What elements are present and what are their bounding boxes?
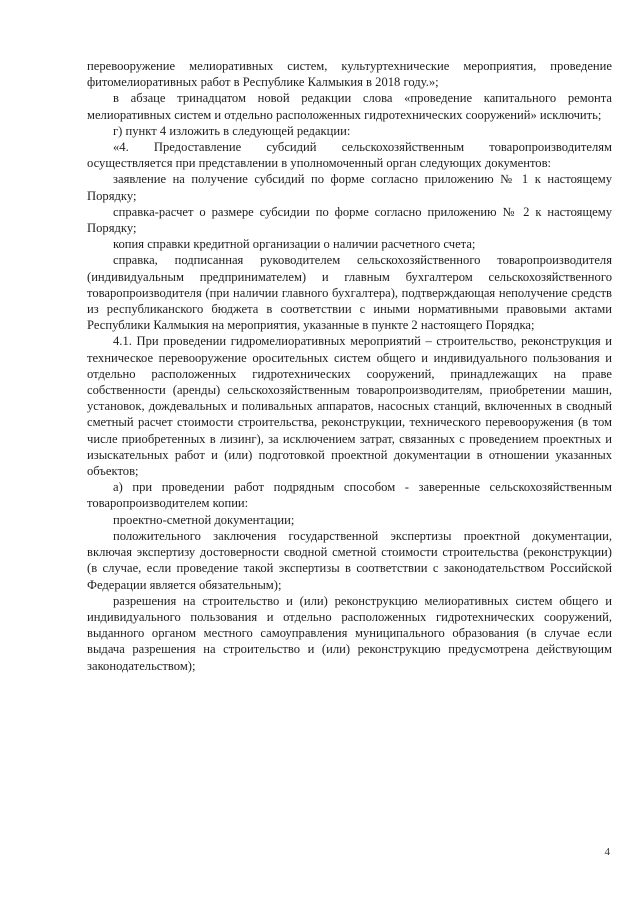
paragraph-2: в абзаце тринадцатом новой редакции слова «проведение капитального ремонта мелиоративных систем и отдельно расположенных гидротехнических сооружений» исключить;	[87, 91, 612, 122]
paragraph-11: проектно-сметной документации;	[113, 512, 295, 527]
paragraph-7: копия справки кредитной организации о наличии расчетного счета;	[113, 237, 476, 252]
paragraph-4: «4. Предоставление субсидий сельскохозяйственным товаропроизводителям осуществляется при представлении в уполномоченный орган следующих документов:	[87, 140, 612, 171]
page-number: 4	[604, 846, 610, 858]
paragraph-10: а) при проведении работ подрядным способом - заверенные сельскохозяйственным товаропроизводителем копии:	[87, 480, 612, 511]
paragraph-9: 4.1. При проведении гидромелиоративных мероприятий – строительство, реконструкция и техническое перевооружение оросительных систем общего и индивидуального пользования и отдельно расположенных гидротехнических сооружений, принадлежащих на праве собственности (аренды) сельскохозяйственным товаропроизводителям, приобретении машин, установок, дождевальных и поливальных аппаратов, насосных станций, включенных в сводный сметный расчет стоимости строительства, реконструкции, технического перевооружения (в том числе приобретенных в лизинг), за исключением затрат, связанных с проведением проектных и изыскательных работ и (или) подготовкой проектной документации в отношении указанных объектов;	[87, 334, 612, 479]
paragraph-8: справка, подписанная руководителем сельскохозяйственного товаропроизводителя (индивидуальным предпринимателем) и главным бухгалтером сельскохозяйственного товаропроизводителя (при наличии главного бухгалтера), подтверждающая неполучение средств из республиканского бюджета в соответствии с иными нормативными правовыми актами Республики Калмыкия на мероприятия, указанные в пункте 2 настоящего Порядка;	[87, 253, 612, 333]
paragraph-3: г) пункт 4 изложить в следующей редакции:	[113, 123, 351, 138]
paragraph-13: разрешения на строительство и (или) реконструкцию мелиоративных систем общего и индивидуального пользования и отдельно расположенных гидротехнических сооружений, выданного органом местного самоуправления муниципального образования (в случае если выдача разрешения на строительство и (или) реконструкцию предусмотрена действующим законодательством);	[87, 593, 612, 673]
paragraph-5: заявление на получение субсидий по форме согласно приложению № 1 к настоящему Порядку;	[87, 172, 612, 203]
paragraph-6: справка-расчет о размере субсидии по форме согласно приложению № 2 к настоящему Порядку;	[87, 204, 612, 236]
paragraph-12: положительного заключения государственной экспертизы проектной документации, включая экспертизу достоверности сводной сметной стоимости строительства (реконструкции) (в случае, если проведение такой экспертизы в соответствии с законодательством Российской Федерации является обязательным);	[87, 528, 612, 592]
paragraph-1: перевооружение мелиоративных систем, культуртехнические мероприятия, проведение фитомелиоративных работ в Республике Калмыкия в 2018 году.»;	[87, 59, 612, 90]
